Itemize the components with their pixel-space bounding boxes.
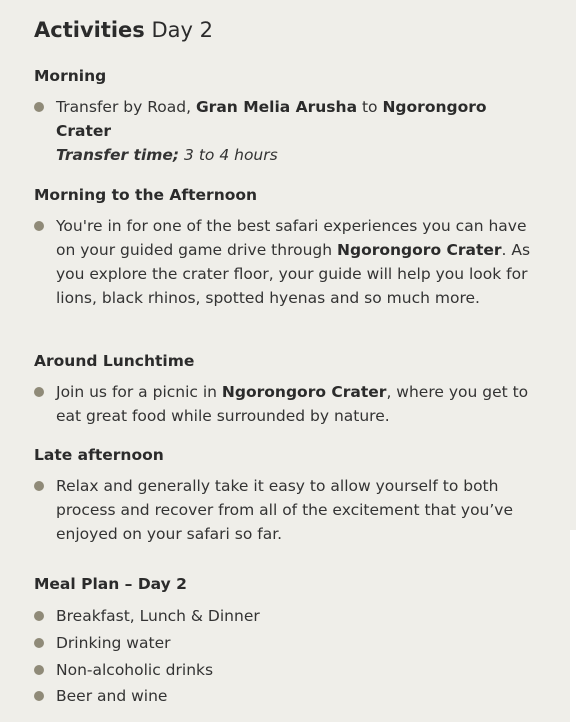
activity-text: Join us for a picnic in Ngorongoro Crater, where you get to eat great food while surrounded by nature. — [56, 383, 529, 425]
activity-text: Transfer by Road, Gran Melia Arusha to Ngorongoro Crater Transfer time; 3 to 4 hours — [56, 98, 487, 164]
activity-item-transfer — [34, 95, 539, 167]
section-heading-morning-to-afternoon: Morning to the Afternoon — [34, 186, 258, 204]
section-heading-morning: Morning — [34, 67, 107, 85]
section-heading-lunchtime: Around Lunchtime — [34, 352, 195, 370]
section-heading-late-afternoon: Late afternoon — [34, 446, 164, 464]
page-edge-strip — [570, 530, 576, 722]
bullet-icon — [34, 481, 44, 491]
meal-plan-item: Breakfast, Lunch & Dinner — [34, 604, 539, 628]
bullet-icon — [34, 387, 44, 397]
bullet-icon — [34, 611, 44, 621]
activity-item-relax — [34, 474, 539, 546]
activity-text: Relax and generally take it easy to allow yourself to both process and recover from all of the excitement that you’ve enjoyed on your safari so far. — [56, 477, 514, 543]
meal-plan-heading: Meal Plan – Day 2 — [34, 575, 187, 593]
meal-plan-item: Non-alcoholic drinks — [34, 658, 539, 682]
bullet-icon — [34, 665, 44, 675]
page-title: Activities Day 2 — [34, 18, 213, 42]
activity-item-game-drive — [34, 214, 539, 310]
activity-text: You're in for one of the best safari experiences you can have on your guided game drive through Ngorongoro Crater. As you explore the crater floor, your guide will help you look for lions, black rhinos, spotted hyenas and so much more. — [56, 217, 531, 307]
transfer-time-value: 3 to 4 hours — [179, 146, 278, 164]
bullet-icon — [34, 691, 44, 701]
bullet-icon — [34, 638, 44, 648]
meal-plan-item: Beer and wine — [34, 684, 539, 708]
meal-plan-item: Drinking water — [34, 631, 539, 655]
activity-item-picnic — [34, 380, 539, 428]
bullet-icon — [34, 102, 44, 112]
transfer-time-label: Transfer time; — [56, 146, 180, 164]
bullet-icon — [34, 221, 44, 231]
